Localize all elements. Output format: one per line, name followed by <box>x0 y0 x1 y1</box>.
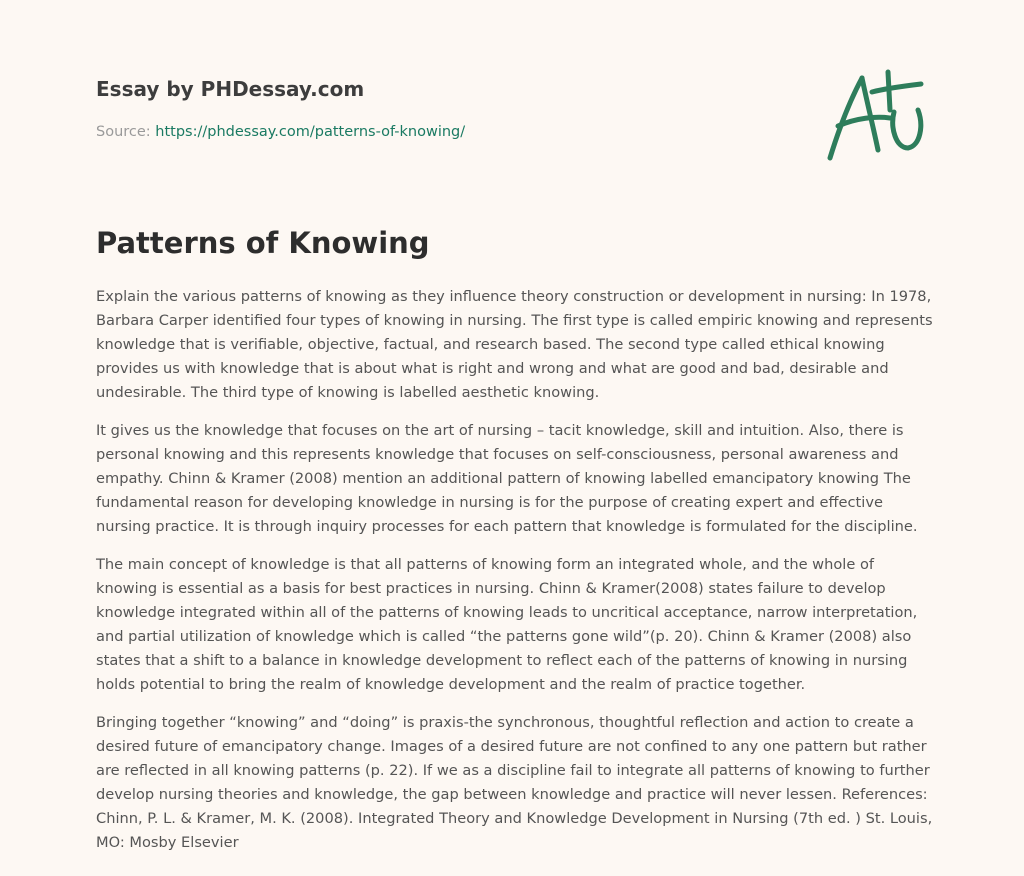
source-label: Source: <box>96 124 151 140</box>
paragraph: The main concept of knowledge is that all patterns of knowing form an integrated whole, and the whole of knowing is essential as a basis for best practices in nursing. Chinn & Kramer(2008) states failure to develop knowledge integrated within all of the patterns of knowing leads to uncritical acceptance, narrow interpretation, and partial utilization of knowledge which is called “the patterns gone wild”(p. 20). Chinn & Kramer (2008) also states that a shift to a balance in knowledge development to reflect each of the patterns of knowing in nursing holds potential to bring the realm of knowledge development and the realm of practice together. <box>96 556 918 693</box>
article-title: Patterns of Knowing <box>96 226 430 260</box>
paragraph: Explain the various patterns of knowing as they influence theory construction or development in nursing: In 1978, Barbara Carper identified four types of knowing in nursing. The first type is called empiric knowing and represents knowledge that is verifiable, objective, factual, and research based. The second type called ethical knowing provides us with knowledge that is about what is right and wrong and what are good and bad, desirable and undesirable. The third type of knowing is labelled aesthetic knowing. <box>96 288 933 401</box>
site-name: Essay by PHDessay.com <box>96 77 365 101</box>
paragraph: Bringing together “knowing” and “doing” is praxis-the synchronous, thoughtful reflection and action to create a desired future of emancipatory change. Images of a desired future are not confined to any one pattern but rather are reflected in all knowing patterns (p. 22). If we as a discipline fail to integrate all patterns of knowing to further develop nursing theories and knowledge, the gap between knowledge and practice will never lessen. References: Chinn, P. L. & Kramer, M. K. (2008). Integrated Theory and Knowledge Development in Nursing (7th ed. ) St. Louis, MO: Mosby Elsevier <box>96 714 933 851</box>
a-plus-logo-icon <box>820 66 930 166</box>
source-line <box>96 124 465 140</box>
source-link[interactable]: https://phdessay.com/patterns-of-knowing/ <box>155 124 466 140</box>
paragraph: It gives us the knowledge that focuses on the art of nursing – tacit knowledge, skill and intuition. Also, there is personal knowing and this represents knowledge that focuses on self-consciousness, personal awareness and empathy. Chinn & Kramer (2008) mention an additional pattern of knowing labelled emancipatory knowing The fundamental reason for developing knowledge in nursing is for the purpose of creating expert and effective nursing practice. It is through inquiry processes for each pattern that knowledge is formulated for the discipline. <box>96 422 918 535</box>
article-body <box>96 285 936 869</box>
